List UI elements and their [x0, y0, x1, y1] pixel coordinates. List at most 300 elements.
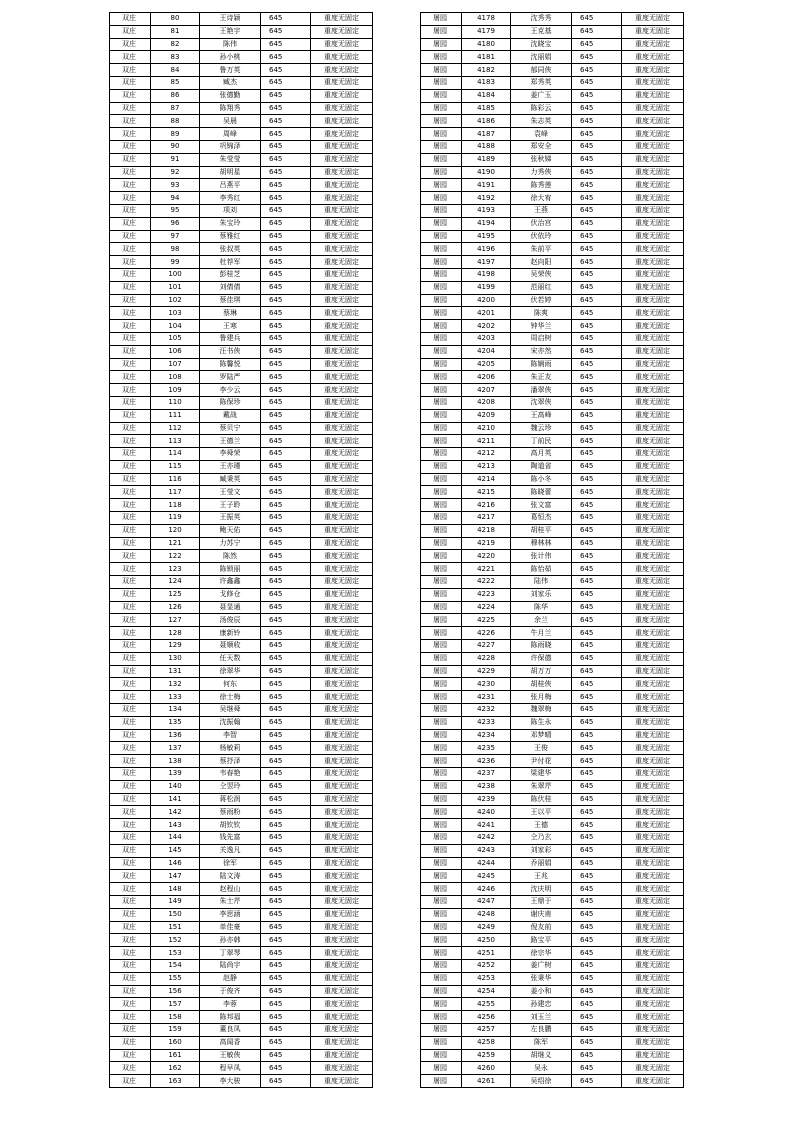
amount-cell: 645: [572, 537, 622, 550]
number-cell: 92: [151, 166, 200, 179]
name-cell: 沈翠俠: [511, 396, 572, 409]
area-cell: 屠园: [421, 204, 462, 217]
category-cell: 重度无固定: [311, 959, 373, 972]
number-cell: 4244: [462, 857, 511, 870]
name-cell: 王敏俠: [200, 1049, 261, 1062]
amount-cell: 645: [261, 819, 311, 832]
number-cell: 95: [151, 204, 200, 217]
category-cell: 重度无固定: [311, 755, 373, 768]
number-cell: 103: [151, 307, 200, 320]
table-row: [110, 844, 373, 857]
amount-cell: 645: [261, 588, 311, 601]
table-row: [421, 448, 684, 461]
area-cell: 屠园: [421, 908, 462, 921]
name-cell: 梁建华: [511, 768, 572, 781]
area-cell: 屠园: [421, 166, 462, 179]
amount-cell: 645: [572, 716, 622, 729]
number-cell: 4249: [462, 921, 511, 934]
number-cell: 4215: [462, 486, 511, 499]
category-cell: 重度无固定: [622, 563, 684, 576]
name-cell: 李少云: [200, 384, 261, 397]
number-cell: 85: [151, 76, 200, 89]
area-cell: 双庄: [110, 704, 151, 717]
category-cell: 重度无固定: [622, 473, 684, 486]
table-row: [421, 294, 684, 307]
name-cell: 潘翠俠: [511, 384, 572, 397]
amount-cell: 645: [572, 691, 622, 704]
number-cell: 4201: [462, 307, 511, 320]
area-cell: 双庄: [110, 844, 151, 857]
table-row: [110, 38, 373, 51]
category-cell: 重度无固定: [622, 204, 684, 217]
name-cell: 康新铃: [200, 627, 261, 640]
name-cell: 陆伟: [511, 576, 572, 589]
table-row: [110, 691, 373, 704]
category-cell: 重度无固定: [311, 1049, 373, 1062]
name-cell: 鲍天佑: [200, 524, 261, 537]
category-cell: 重度无固定: [622, 947, 684, 960]
area-cell: 双庄: [110, 89, 151, 102]
amount-cell: 645: [572, 166, 622, 179]
name-cell: 左良鹏: [511, 1023, 572, 1036]
name-cell: 杨敏莉: [200, 742, 261, 755]
number-cell: 4255: [462, 998, 511, 1011]
table-row: [110, 614, 373, 627]
area-cell: 屠园: [421, 13, 462, 26]
category-cell: 重度无固定: [311, 640, 373, 653]
category-cell: 重度无固定: [622, 371, 684, 384]
amount-cell: 645: [572, 947, 622, 960]
area-cell: 屠园: [421, 998, 462, 1011]
number-cell: 150: [151, 908, 200, 921]
name-cell: 韦春艳: [200, 768, 261, 781]
amount-cell: 645: [261, 550, 311, 563]
number-cell: 4214: [462, 473, 511, 486]
amount-cell: 645: [261, 652, 311, 665]
table-row: [421, 691, 684, 704]
category-cell: 重度无固定: [311, 934, 373, 947]
area-cell: 双庄: [110, 128, 151, 141]
number-cell: 125: [151, 588, 200, 601]
area-cell: 双庄: [110, 1049, 151, 1062]
number-cell: 119: [151, 512, 200, 525]
amount-cell: 645: [572, 281, 622, 294]
category-cell: 重度无固定: [311, 102, 373, 115]
name-cell: 周峰: [200, 128, 261, 141]
number-cell: 109: [151, 384, 200, 397]
table-row: [421, 665, 684, 678]
name-cell: 臧杰: [200, 76, 261, 89]
category-cell: 重度无固定: [622, 1075, 684, 1088]
category-cell: 重度无固定: [622, 601, 684, 614]
area-cell: 屠园: [421, 895, 462, 908]
number-cell: 4247: [462, 895, 511, 908]
table-row: [110, 153, 373, 166]
table-row: [421, 921, 684, 934]
table-row: [110, 576, 373, 589]
area-cell: 屠园: [421, 806, 462, 819]
number-cell: 4256: [462, 1011, 511, 1024]
table-row: [110, 294, 373, 307]
amount-cell: 645: [572, 998, 622, 1011]
table-row: [421, 844, 684, 857]
area-cell: 屠园: [421, 563, 462, 576]
name-cell: 丁前民: [511, 435, 572, 448]
number-cell: 106: [151, 345, 200, 358]
amount-cell: 645: [261, 691, 311, 704]
area-cell: 屠园: [421, 959, 462, 972]
name-cell: 陈伟: [200, 38, 261, 51]
table-row: [110, 396, 373, 409]
table-row: [110, 115, 373, 128]
amount-cell: 645: [572, 1036, 622, 1049]
area-cell: 屠园: [421, 678, 462, 691]
number-cell: 4202: [462, 320, 511, 333]
category-cell: 重度无固定: [311, 768, 373, 781]
area-cell: 屠园: [421, 64, 462, 77]
area-cell: 屠园: [421, 844, 462, 857]
number-cell: 110: [151, 396, 200, 409]
category-cell: 重度无固定: [311, 524, 373, 537]
area-cell: 双庄: [110, 512, 151, 525]
amount-cell: 645: [572, 345, 622, 358]
area-cell: 双庄: [110, 985, 151, 998]
number-cell: 4239: [462, 793, 511, 806]
table-row: [110, 832, 373, 845]
table-row: [421, 358, 684, 371]
name-cell: 王鼎于: [511, 895, 572, 908]
amount-cell: 645: [572, 435, 622, 448]
name-cell: 陈生永: [511, 716, 572, 729]
amount-cell: 645: [572, 857, 622, 870]
category-cell: 重度无固定: [311, 870, 373, 883]
area-cell: 屠园: [421, 409, 462, 422]
name-cell: 陈小冬: [511, 473, 572, 486]
area-cell: 屠园: [421, 230, 462, 243]
amount-cell: 645: [572, 76, 622, 89]
number-cell: 153: [151, 947, 200, 960]
number-cell: 4209: [462, 409, 511, 422]
name-cell: 徐大宥: [511, 192, 572, 205]
name-cell: 许鑫鑫: [200, 576, 261, 589]
amount-cell: 645: [261, 192, 311, 205]
category-cell: 重度无固定: [622, 102, 684, 115]
area-cell: 屠园: [421, 486, 462, 499]
table-row: [110, 857, 373, 870]
category-cell: 重度无固定: [311, 243, 373, 256]
table-row: [110, 384, 373, 397]
table-row: [110, 179, 373, 192]
category-cell: 重度无固定: [622, 1062, 684, 1075]
number-cell: 152: [151, 934, 200, 947]
table-row: [421, 832, 684, 845]
category-cell: 重度无固定: [622, 294, 684, 307]
area-cell: 双庄: [110, 332, 151, 345]
table-row: [421, 243, 684, 256]
table-row: [421, 179, 684, 192]
area-cell: 双庄: [110, 729, 151, 742]
amount-cell: 645: [261, 883, 311, 896]
category-cell: 重度无固定: [311, 153, 373, 166]
number-cell: 4236: [462, 755, 511, 768]
area-cell: 屠园: [421, 345, 462, 358]
amount-cell: 645: [261, 985, 311, 998]
number-cell: 84: [151, 64, 200, 77]
number-cell: 112: [151, 422, 200, 435]
name-cell: 伏若婷: [511, 294, 572, 307]
number-cell: 4213: [462, 460, 511, 473]
category-cell: 重度无固定: [311, 25, 373, 38]
name-cell: 何东: [200, 678, 261, 691]
category-cell: 重度无固定: [311, 947, 373, 960]
number-cell: 4178: [462, 13, 511, 26]
number-cell: 4225: [462, 614, 511, 627]
amount-cell: 645: [572, 665, 622, 678]
category-cell: 重度无固定: [311, 819, 373, 832]
number-cell: 4220: [462, 550, 511, 563]
name-cell: 范丽红: [511, 281, 572, 294]
name-cell: 戈修仓: [200, 588, 261, 601]
table-row: [421, 550, 684, 563]
area-cell: 屠园: [421, 384, 462, 397]
area-cell: 双庄: [110, 345, 151, 358]
area-cell: 双庄: [110, 499, 151, 512]
area-cell: 双庄: [110, 307, 151, 320]
category-cell: 重度无固定: [622, 640, 684, 653]
area-cell: 屠园: [421, 524, 462, 537]
area-cell: 屠园: [421, 140, 462, 153]
category-cell: 重度无固定: [622, 499, 684, 512]
area-cell: 屠园: [421, 243, 462, 256]
number-cell: 129: [151, 640, 200, 653]
number-cell: 96: [151, 217, 200, 230]
area-cell: 双庄: [110, 268, 151, 281]
number-cell: 4259: [462, 1049, 511, 1062]
number-cell: 118: [151, 499, 200, 512]
area-cell: 双庄: [110, 601, 151, 614]
amount-cell: 645: [572, 38, 622, 51]
name-cell: 郁同俠: [511, 64, 572, 77]
category-cell: 重度无固定: [622, 384, 684, 397]
number-cell: 87: [151, 102, 200, 115]
table-row: [110, 89, 373, 102]
amount-cell: 645: [572, 563, 622, 576]
area-cell: 双庄: [110, 486, 151, 499]
category-cell: 重度无固定: [311, 1062, 373, 1075]
amount-cell: 645: [261, 396, 311, 409]
name-cell: 吴继舜: [200, 704, 261, 717]
amount-cell: 645: [572, 396, 622, 409]
table-row: [421, 998, 684, 1011]
number-cell: 4192: [462, 192, 511, 205]
number-cell: 157: [151, 998, 200, 1011]
area-cell: 双庄: [110, 25, 151, 38]
area-cell: 屠园: [421, 550, 462, 563]
amount-cell: 645: [261, 473, 311, 486]
name-cell: 巩锦泽: [200, 140, 261, 153]
number-cell: 113: [151, 435, 200, 448]
area-cell: 双庄: [110, 972, 151, 985]
category-cell: 重度无固定: [311, 256, 373, 269]
number-cell: 155: [151, 972, 200, 985]
name-cell: 张德勤: [200, 89, 261, 102]
table-row: [421, 256, 684, 269]
name-cell: 吴绍徐: [511, 1075, 572, 1088]
amount-cell: 645: [261, 13, 311, 26]
amount-cell: 645: [261, 153, 311, 166]
amount-cell: 645: [572, 256, 622, 269]
area-cell: 屠园: [421, 972, 462, 985]
amount-cell: 645: [261, 563, 311, 576]
name-cell: 刘家彩: [511, 844, 572, 857]
category-cell: 重度无固定: [622, 524, 684, 537]
category-cell: 重度无固定: [622, 793, 684, 806]
table-row: [421, 537, 684, 550]
area-cell: 屠园: [421, 665, 462, 678]
amount-cell: 645: [572, 153, 622, 166]
area-cell: 屠园: [421, 627, 462, 640]
category-cell: 重度无固定: [622, 243, 684, 256]
amount-cell: 645: [572, 307, 622, 320]
name-cell: 力秀俠: [511, 166, 572, 179]
amount-cell: 645: [261, 281, 311, 294]
number-cell: 105: [151, 332, 200, 345]
amount-cell: 645: [572, 640, 622, 653]
category-cell: 重度无固定: [622, 716, 684, 729]
name-cell: 高月英: [511, 448, 572, 461]
table-row: [110, 499, 373, 512]
amount-cell: 645: [572, 486, 622, 499]
name-cell: 王振英: [200, 512, 261, 525]
area-cell: 屠园: [421, 985, 462, 998]
amount-cell: 645: [572, 844, 622, 857]
name-cell: 吴晨: [200, 115, 261, 128]
name-cell: 徐军: [200, 857, 261, 870]
name-cell: 李秀红: [200, 192, 261, 205]
area-cell: 双庄: [110, 742, 151, 755]
name-cell: 蔡抒泽: [200, 755, 261, 768]
name-cell: 陈怡茹: [511, 563, 572, 576]
area-cell: 双庄: [110, 640, 151, 653]
category-cell: 重度无固定: [311, 1023, 373, 1036]
area-cell: 双庄: [110, 51, 151, 64]
category-cell: 重度无固定: [311, 230, 373, 243]
number-cell: 130: [151, 652, 200, 665]
area-cell: 双庄: [110, 627, 151, 640]
area-cell: 屠园: [421, 128, 462, 141]
category-cell: 重度无固定: [311, 38, 373, 51]
table-row: [421, 947, 684, 960]
category-cell: 重度无固定: [311, 844, 373, 857]
number-cell: 4180: [462, 38, 511, 51]
area-cell: 双庄: [110, 179, 151, 192]
table-row: [421, 51, 684, 64]
category-cell: 重度无固定: [311, 665, 373, 678]
area-cell: 双庄: [110, 409, 151, 422]
category-cell: 重度无固定: [311, 742, 373, 755]
name-cell: 彭桂芝: [200, 268, 261, 281]
category-cell: 重度无固定: [311, 627, 373, 640]
table-row: [421, 64, 684, 77]
area-cell: 屠园: [421, 883, 462, 896]
name-cell: 李大骏: [200, 1075, 261, 1088]
number-cell: 4185: [462, 102, 511, 115]
number-cell: 137: [151, 742, 200, 755]
number-cell: 104: [151, 320, 200, 333]
number-cell: 98: [151, 243, 200, 256]
category-cell: 重度无固定: [622, 934, 684, 947]
number-cell: 81: [151, 25, 200, 38]
name-cell: 张文富: [511, 499, 572, 512]
amount-cell: 645: [572, 1023, 622, 1036]
number-cell: 144: [151, 832, 200, 845]
amount-cell: 645: [572, 704, 622, 717]
amount-cell: 645: [261, 320, 311, 333]
table-row: [110, 256, 373, 269]
number-cell: 163: [151, 1075, 200, 1088]
area-cell: 屠园: [421, 448, 462, 461]
area-cell: 屠园: [421, 755, 462, 768]
number-cell: 138: [151, 755, 200, 768]
category-cell: 重度无固定: [622, 844, 684, 857]
area-cell: 屠园: [421, 857, 462, 870]
number-cell: 148: [151, 883, 200, 896]
category-cell: 重度无固定: [311, 486, 373, 499]
category-cell: 重度无固定: [622, 755, 684, 768]
name-cell: 高闻香: [200, 1036, 261, 1049]
name-cell: 任天数: [200, 652, 261, 665]
amount-cell: 645: [572, 243, 622, 256]
number-cell: 154: [151, 959, 200, 972]
number-cell: 143: [151, 819, 200, 832]
number-cell: 111: [151, 409, 200, 422]
table-row: [421, 755, 684, 768]
amount-cell: 645: [572, 140, 622, 153]
name-cell: 胡桂俠: [511, 678, 572, 691]
name-cell: 朱宝玲: [200, 217, 261, 230]
amount-cell: 645: [261, 806, 311, 819]
table-row: [421, 1049, 684, 1062]
area-cell: 屠园: [421, 281, 462, 294]
number-cell: 145: [151, 844, 200, 857]
number-cell: 139: [151, 768, 200, 781]
name-cell: 陈华: [511, 601, 572, 614]
amount-cell: 645: [261, 384, 311, 397]
name-cell: 张叔英: [200, 243, 261, 256]
amount-cell: 645: [572, 627, 622, 640]
name-cell: 蒋松润: [200, 793, 261, 806]
area-cell: 屠园: [421, 51, 462, 64]
category-cell: 重度无固定: [311, 499, 373, 512]
amount-cell: 645: [572, 908, 622, 921]
amount-cell: 645: [261, 128, 311, 141]
category-cell: 重度无固定: [311, 780, 373, 793]
number-cell: 4208: [462, 396, 511, 409]
category-cell: 重度无固定: [311, 550, 373, 563]
table-row: [421, 307, 684, 320]
name-cell: 陈锁丽: [200, 563, 261, 576]
category-cell: 重度无固定: [311, 307, 373, 320]
amount-cell: 645: [261, 729, 311, 742]
table-row: [421, 1036, 684, 1049]
area-cell: 屠园: [421, 947, 462, 960]
amount-cell: 645: [572, 793, 622, 806]
category-cell: 重度无固定: [622, 448, 684, 461]
table-row: [110, 332, 373, 345]
area-cell: 屠园: [421, 371, 462, 384]
amount-cell: 645: [261, 1062, 311, 1075]
name-cell: 汪书俠: [200, 345, 261, 358]
